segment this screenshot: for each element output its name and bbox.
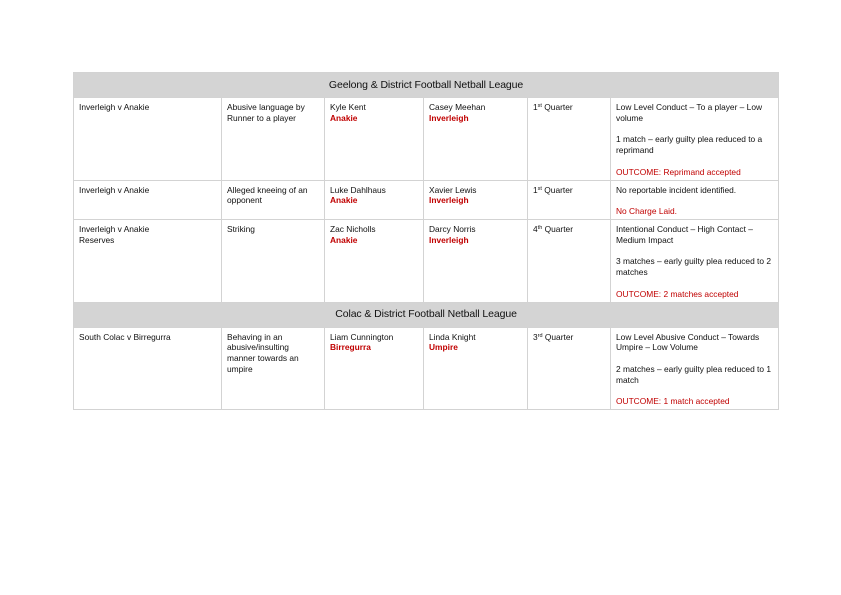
league-header-row <box>74 302 779 327</box>
match-cell: Inverleigh v Anakie <box>74 98 222 181</box>
league-name: Colac & District Football Netball League <box>74 302 779 327</box>
player-cell <box>325 98 424 181</box>
match-cell: Inverleigh v Anakie <box>74 180 222 219</box>
quarter-cell: 1st Quarter <box>528 180 611 219</box>
penalty-text: 1 match – early guilty plea reduced to a reprimand <box>616 134 763 156</box>
victim-cell <box>424 219 528 302</box>
player-club: Anakie <box>330 195 358 206</box>
player-club: Anakie <box>330 112 358 123</box>
case-row <box>74 180 779 219</box>
finding-text: No reportable incident identified. <box>616 184 737 195</box>
charge-cell: Striking <box>222 219 325 302</box>
quarter-cell: 4th Quarter <box>528 219 611 302</box>
league-name: Geelong & District Football Netball League <box>74 73 779 98</box>
outcome-text: No Charge Laid. <box>616 206 677 217</box>
penalty-text: 3 matches – early guilty plea reduced to 2 matches <box>616 256 772 278</box>
player-cell <box>325 180 424 219</box>
quarter-cell: 3rd Quarter <box>528 327 611 410</box>
victim-name: Xavier Lewis <box>429 184 477 195</box>
victim-cell <box>424 327 528 410</box>
tribunal-results-table <box>73 72 779 410</box>
victim-club: Inverleigh <box>429 112 469 123</box>
victim-club: Inverleigh <box>429 195 469 206</box>
player-cell <box>325 327 424 410</box>
victim-name: Casey Meehan <box>429 102 486 112</box>
finding-text: Low Level Conduct – To a player – Low volume <box>616 102 763 123</box>
result-cell <box>611 219 779 302</box>
result-cell <box>611 180 779 219</box>
victim-cell <box>424 180 528 219</box>
charge-cell: Abusive language by Runner to a player <box>222 98 325 181</box>
result-cell <box>611 327 779 410</box>
player-name: Kyle Kent <box>330 102 366 112</box>
quarter-cell: 1st Quarter <box>528 98 611 181</box>
player-name: Zac Nicholls <box>330 223 376 234</box>
outcome-text: OUTCOME: 1 match accepted <box>616 396 730 407</box>
league-header-row <box>74 73 779 98</box>
penalty-text: 2 matches – early guilty plea reduced to 1 match <box>616 363 772 385</box>
victim-club: Inverleigh <box>429 234 469 245</box>
victim-name: Darcy Norris <box>429 223 476 234</box>
finding-text: Low Level Abusive Conduct – Towards Umpire – Low Volume <box>616 331 760 353</box>
outcome-text: OUTCOME: Reprimand accepted <box>616 166 741 177</box>
player-club: Anakie <box>330 234 358 245</box>
case-row <box>74 327 779 410</box>
case-row <box>74 219 779 302</box>
player-name: Luke Dahlhaus <box>330 184 386 195</box>
match-cell: South Colac v Birregurra <box>74 327 222 410</box>
case-row <box>74 98 779 181</box>
victim-club: Umpire <box>429 342 458 353</box>
player-club: Birregurra <box>330 342 371 353</box>
charge-cell: Alleged kneeing of an opponent <box>222 180 325 219</box>
victim-cell <box>424 98 528 181</box>
victim-name: Linda Knight <box>429 331 476 342</box>
finding-text: Intentional Conduct – High Contact – Medium Impact <box>616 223 753 245</box>
charge-cell: Behaving in an abusive/insulting manner towards an umpire <box>222 327 325 410</box>
player-cell <box>325 219 424 302</box>
match-cell: Inverleigh v Anakie Reserves <box>74 219 222 302</box>
result-cell <box>611 98 779 181</box>
player-name: Liam Cunnington <box>330 331 394 342</box>
outcome-text: OUTCOME: 2 matches accepted <box>616 288 739 299</box>
